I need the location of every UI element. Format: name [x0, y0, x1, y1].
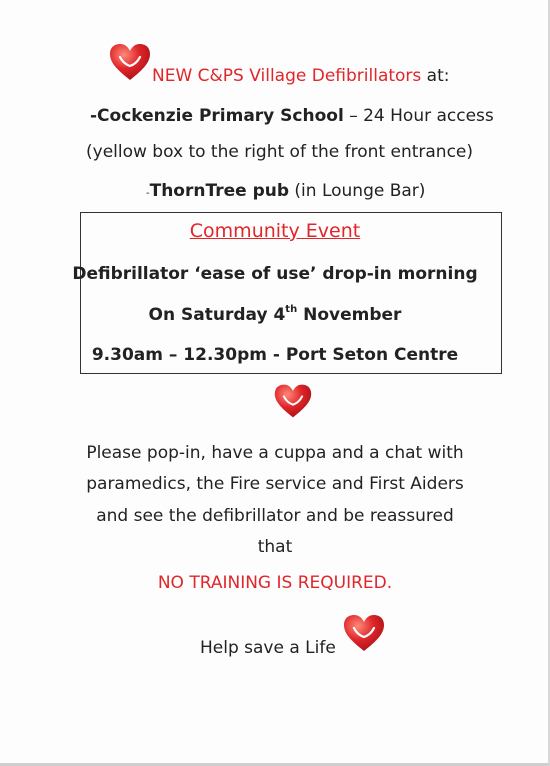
- location-pub-detail: (in Lounge Bar): [289, 181, 426, 201]
- event-description: Defibrillator ‘ease of use’ drop-in morning: [72, 264, 478, 284]
- event-date-ordinal: th: [285, 304, 298, 315]
- closing-text: Help save a Life: [200, 638, 336, 658]
- body-line-2: paramedics, the Fire service and First Aiders: [86, 474, 464, 494]
- heart-icon: [273, 382, 313, 420]
- location-pub-name: ThornTree pub: [149, 181, 290, 201]
- location-school: [90, 106, 494, 126]
- header-title: [152, 66, 450, 86]
- heart-icon: [342, 612, 386, 654]
- location-school-note: (yellow box to the right of the front entrance): [86, 142, 474, 162]
- location-pub: [146, 181, 425, 201]
- event-time-place: 9.30am – 12.30pm - Port Seton Centre: [91, 345, 459, 365]
- event-date-month: November: [297, 305, 402, 325]
- no-training-notice: NO TRAINING IS REQUIRED.: [157, 573, 393, 593]
- header-title-red: NEW C&PS Village Defibrillators: [152, 66, 422, 86]
- location-pub-prefix: -: [146, 188, 150, 199]
- event-date: [0, 305, 550, 325]
- body-line-1: Please pop-in, have a cuppa and a chat with: [86, 443, 464, 463]
- heart-icon: [108, 42, 152, 82]
- location-school-name: -Cockenzie Primary School: [90, 106, 344, 126]
- location-school-access: – 24 Hour access: [343, 106, 494, 126]
- event-date-prefix: On Saturday 4: [148, 305, 286, 325]
- event-heading: Community Event: [189, 220, 361, 242]
- body-line-4: that: [257, 537, 293, 557]
- body-line-3: and see the defibrillator and be reassured: [96, 506, 454, 526]
- header-title-suffix: at:: [421, 66, 450, 86]
